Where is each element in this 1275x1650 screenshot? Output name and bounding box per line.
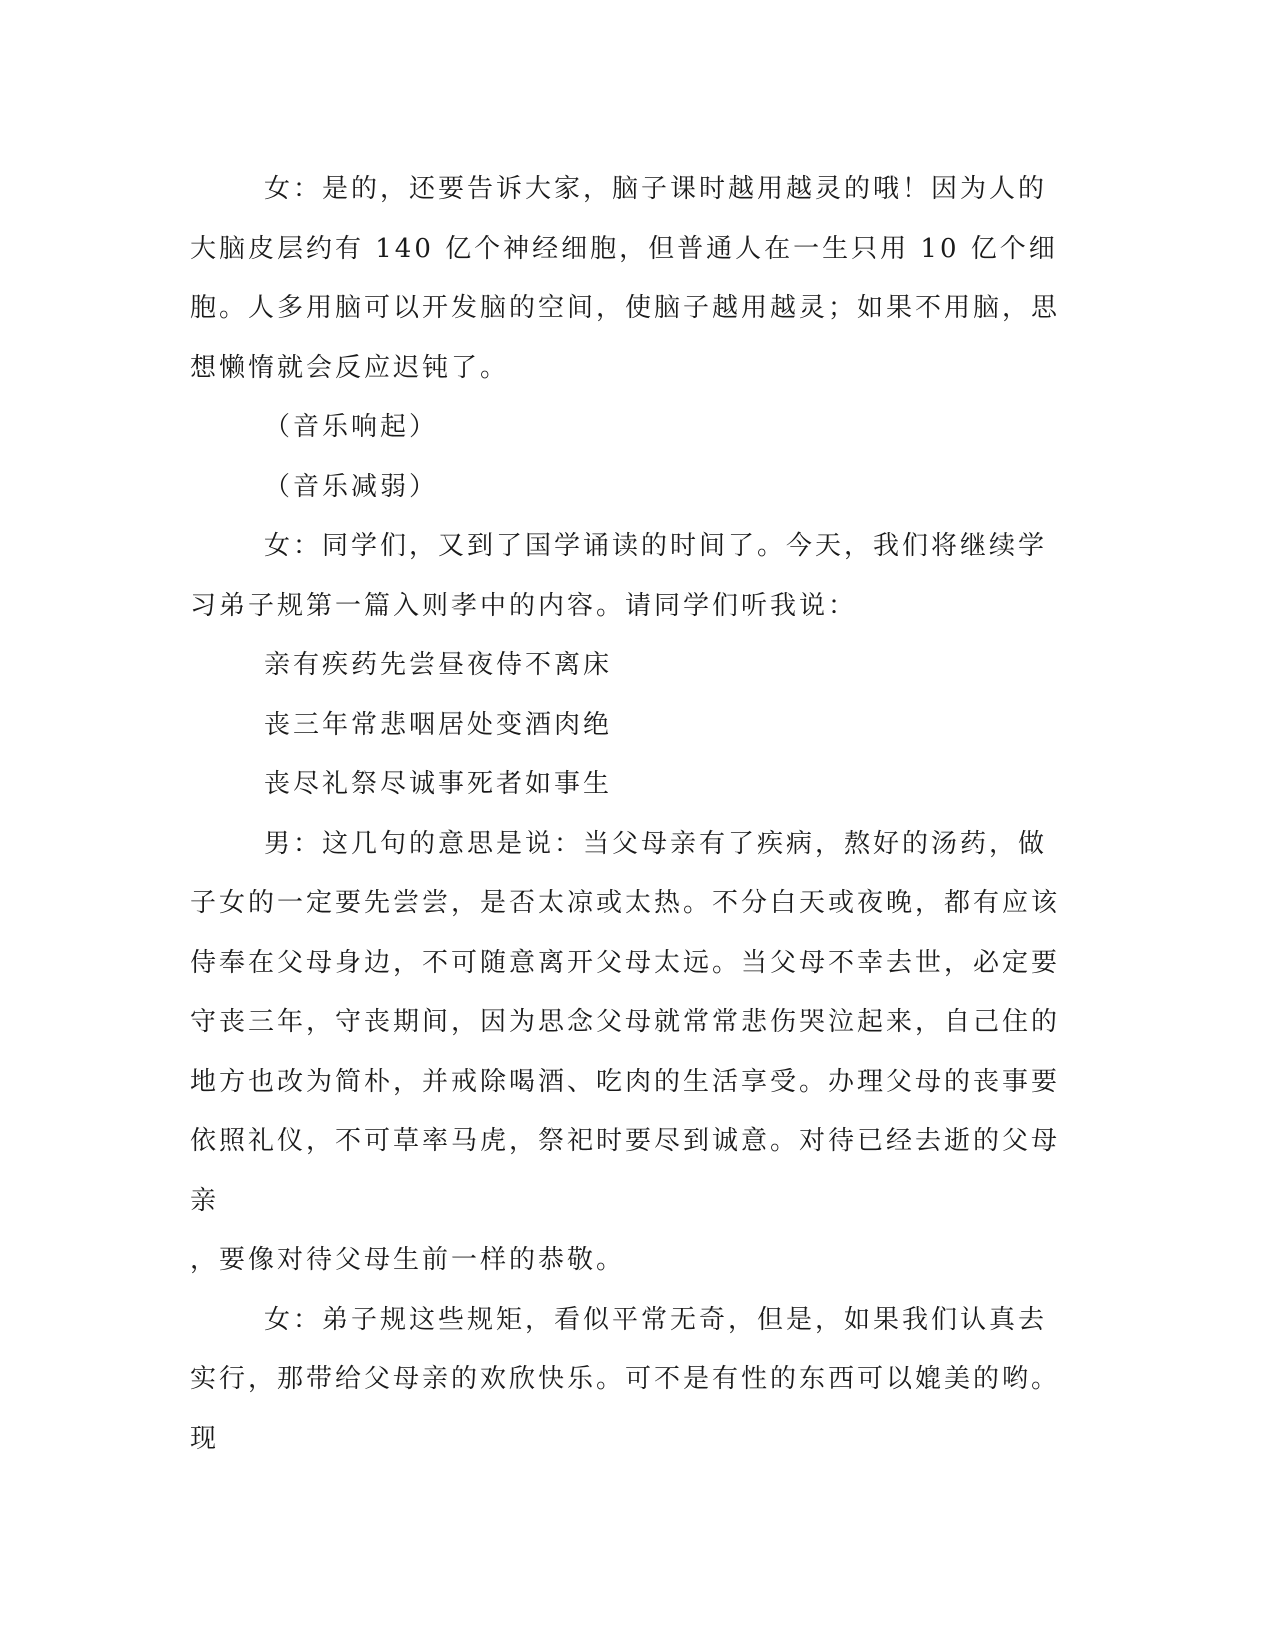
stage-direction-music-down: （音乐减弱） bbox=[264, 471, 439, 502]
paragraph-explanation-end: ，要像对待父母生前一样的恭敬。 bbox=[190, 1245, 626, 1275]
paragraph-closing: 女：弟子规这些规矩，看似平常无奇，但是，如果我们认真去实行，那带给父母亲的欢欣快乐。可不是有性的东西可以媲美的哟。现 bbox=[190, 1304, 1061, 1454]
paragraph-explanation: 男：这几句的意思是说：当父母亲有了疾病，熬好的汤药，做子女的一定要先尝尝，是否太凉或太热。不分白天或夜晚，都有应该侍奉在父母身边，不可随意离开父母太远。当父母不幸去世，必定要守丧三年，守丧期间，因为思念父母就常常悲伤哭泣起来，自己住的地方也改为简朴，并戒除喝酒、吃肉的生活享受。办理父母的丧事要依照礼仪，不可草率马虎，祭祀时要尽到诚意。对待已经去逝的父母亲 bbox=[190, 828, 1061, 1216]
verse-line-1: 亲有疾药先尝昼夜侍不离床 bbox=[264, 650, 613, 680]
stage-direction-music-up: （音乐响起） bbox=[264, 412, 439, 442]
verse-line-2: 丧三年常悲咽居处变酒肉绝 bbox=[264, 709, 613, 740]
document-body bbox=[190, 160, 1075, 1469]
paragraph-guoxue-intro: 女：同学们，又到了国学诵读的时间了。今天，我们将继续学习弟子规第一篇入则孝中的内容。请同学们听我说： bbox=[190, 531, 1048, 621]
verse-line-3: 丧尽礼祭尽诚事死者如事生 bbox=[264, 769, 613, 799]
paragraph-intro-brain: 女：是的，还要告诉大家，脑子课时越用越灵的哦！因为人的大脑皮层约有 140 亿个神经细胞，但普通人在一生只用 10 亿个细胞。人多用脑可以开发脑的空间，使脑子越用越灵；如果不用脑，思想懒惰就会反应迟钝了。 bbox=[190, 174, 1061, 383]
